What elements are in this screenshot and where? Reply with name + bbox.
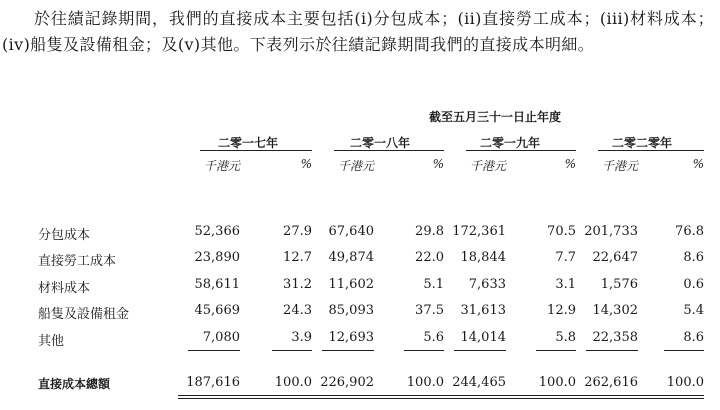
unit-percent: % [300, 157, 312, 171]
amount-cell: 18,844 [460, 250, 506, 265]
total-label: 直接成本總額 [38, 377, 111, 391]
percent-cell: 3.1 [555, 277, 576, 292]
unit-percent: % [692, 157, 704, 171]
percent-cell: 0.6 [683, 277, 704, 292]
subtotal-rule [404, 350, 444, 351]
percent-cell: 7.7 [555, 250, 576, 265]
percent-cell: 5.4 [683, 303, 704, 318]
total-amount-cell: 244,465 [452, 375, 506, 390]
total-percent-cell: 100.0 [666, 375, 704, 390]
percent-cell: 12.7 [283, 250, 312, 265]
total-amount-cell: 226,902 [320, 375, 374, 390]
unit-amount: 千港元 [601, 159, 638, 173]
total-percent-cell: 100.0 [538, 375, 576, 390]
percent-cell: 5.6 [423, 330, 444, 345]
percent-cell: 76.8 [675, 224, 704, 239]
unit-amount: 千港元 [203, 159, 240, 173]
amount-cell: 11,602 [328, 277, 374, 292]
period-caption: 截至五月三十一日止年度 [428, 110, 561, 124]
amount-cell: 12,693 [328, 330, 374, 345]
total-double-rule [576, 395, 704, 399]
percent-cell: 70.5 [547, 224, 576, 239]
year-header: 二零一九年 [479, 136, 540, 150]
row-label: 材料成本 [38, 281, 91, 296]
percent-cell: 5.8 [555, 330, 576, 345]
unit-amount: 千港元 [469, 159, 506, 173]
row-label: 船隻及設備租金 [38, 307, 130, 322]
total-amount-cell: 262,616 [584, 375, 638, 390]
year-header-rule [334, 150, 444, 151]
row-label: 直接勞工成本 [38, 254, 117, 269]
amount-cell: 52,366 [194, 224, 240, 239]
year-header-rule [466, 150, 576, 151]
amount-cell: 22,647 [592, 250, 638, 265]
subtotal-rule [536, 350, 576, 351]
total-double-rule [178, 395, 312, 399]
amount-cell: 14,014 [460, 330, 506, 345]
amount-cell: 7,633 [468, 277, 506, 292]
percent-cell: 29.8 [415, 224, 444, 239]
percent-cell: 24.3 [283, 303, 312, 318]
amount-cell: 58,611 [194, 277, 240, 292]
subtotal-rule [272, 350, 312, 351]
percent-cell: 12.9 [547, 303, 576, 318]
year-header: 二零二零年 [611, 136, 672, 150]
subtotal-rule [664, 350, 704, 351]
unit-percent: % [564, 157, 576, 171]
percent-cell: 22.0 [415, 250, 444, 265]
intro-paragraph: 於往績記錄期間，我們的直接成本主要包括(i)分包成本；(ii)直接勞工成本；(iii)材料成本；(iv)船隻及設備租金；及(v)其他。下表列示於往績記錄期間我們的直接成本明細。 [2, 9, 714, 54]
year-header-rule [598, 150, 704, 151]
amount-cell: 23,890 [194, 250, 240, 265]
percent-cell: 8.6 [683, 250, 704, 265]
year-header: 二零一八年 [349, 136, 410, 150]
percent-cell: 31.2 [283, 277, 312, 292]
amount-cell: 22,358 [592, 330, 638, 345]
row-label: 分包成本 [38, 228, 91, 243]
percent-cell: 3.9 [291, 330, 312, 345]
total-percent-cell: 100.0 [274, 375, 312, 390]
subtotal-rule [454, 350, 506, 351]
row-label: 其他 [38, 334, 65, 349]
percent-cell: 5.1 [423, 277, 444, 292]
amount-cell: 1,576 [600, 277, 638, 292]
percent-cell: 8.6 [683, 330, 704, 345]
percent-cell: 37.5 [415, 303, 444, 318]
amount-cell: 31,613 [460, 303, 506, 318]
amount-cell: 14,302 [592, 303, 638, 318]
year-header-rule [200, 150, 312, 151]
subtotal-rule [322, 350, 374, 351]
amount-cell: 85,093 [328, 303, 374, 318]
year-header: 二零一七年 [217, 136, 278, 150]
unit-percent: % [432, 157, 444, 171]
subtotal-rule [586, 350, 638, 351]
total-percent-cell: 100.0 [406, 375, 444, 390]
unit-amount: 千港元 [337, 159, 374, 173]
amount-cell: 7,080 [202, 330, 240, 345]
amount-cell: 67,640 [328, 224, 374, 239]
amount-cell: 201,733 [584, 224, 638, 239]
amount-cell: 49,874 [328, 250, 374, 265]
total-double-rule [312, 395, 444, 399]
percent-cell: 27.9 [283, 224, 312, 239]
total-amount-cell: 187,616 [186, 375, 240, 390]
amount-cell: 172,361 [452, 224, 506, 239]
amount-cell: 45,669 [194, 303, 240, 318]
subtotal-rule [188, 350, 240, 351]
total-double-rule [444, 395, 576, 399]
